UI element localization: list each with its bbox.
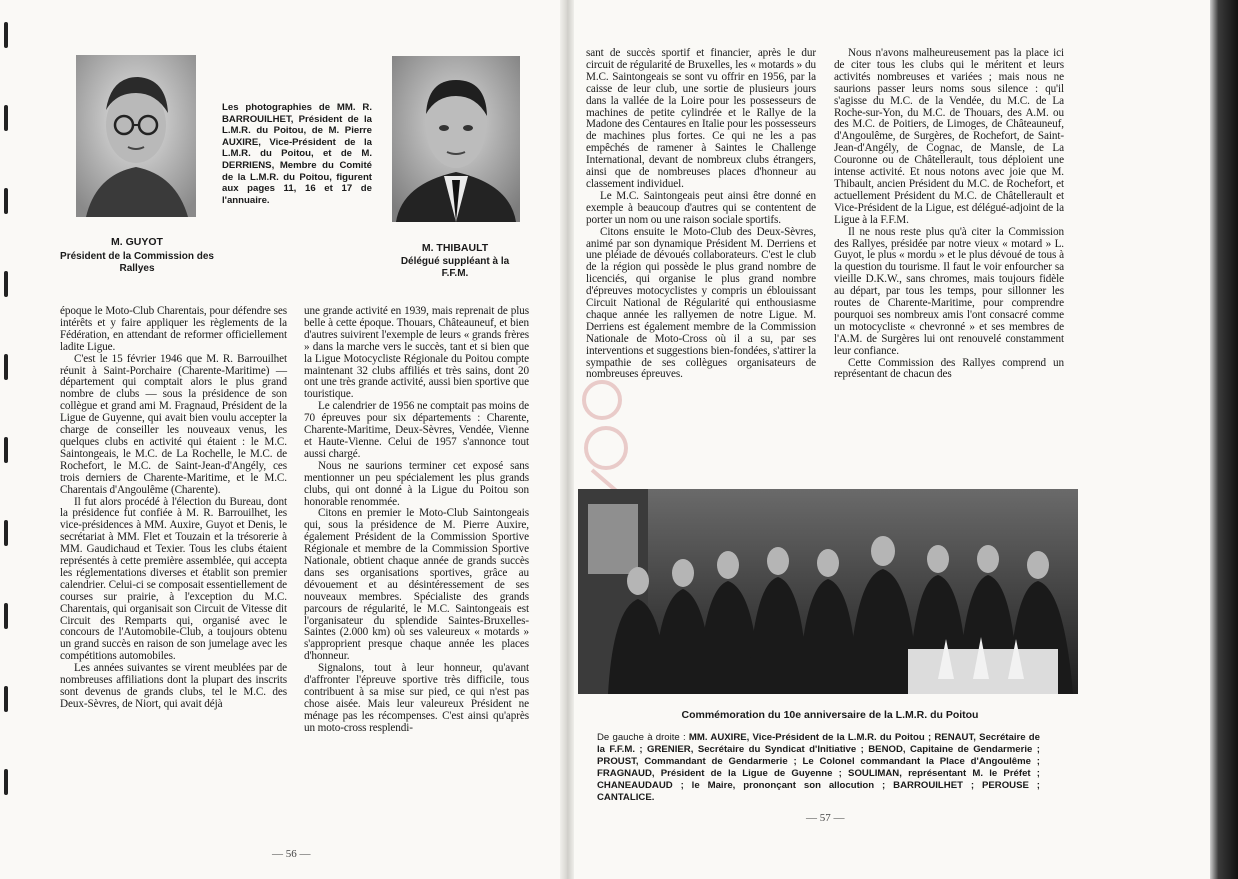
paragraph: Nous n'avons malheureusement pas la place ici de citer tous les clubs qui le méritent et leurs activités nombreuses et variées ; mais nous ne saurions passer leurs noms sous silence : qu'il s'agisse du M.C. de la Vendée, du M.C. de La Roche-sur-Yon, du M.C. de Thouars, des A.M. ou des M.C. de Poitiers, de Limoges, de Châteauneuf, d'Angoulême, de Surgères, de Rochefort, de Saint-Jean-d'Angély, de Cognac, de Mansle, de La Couronne ou de Châtellerault, tous déploient une intense activité. Et nous notons avec joie que M. Thibault, ancien Président du M.C. de Rochefort, et actuellement Président du M.C. de Châtellerault et Vice-Président de la Ligue, est délégué-adjoint de la Ligue à la F.F.M. bbox=[834, 47, 1064, 226]
group-photo-title: Commémoration du 10e anniversaire de la L.M.R. du Poitou bbox=[681, 709, 979, 721]
article-column-3 bbox=[586, 48, 816, 381]
library-stamp-mark bbox=[572, 370, 642, 500]
paragraph: une grande activité en 1939, mais reprenait de plus belle à cette époque. Thouars, Châteauneuf, et bien d'autres suivirent l'exemple de leurs « grands frères » dans la marche vers le succès, tant et si bien que la Ligue Motocycliste Régionale du Poitou compte maintenant 32 clubs affiliés et très sains, dont 20 ont une très grande activité, aussi bien sportive que touristique. bbox=[304, 305, 529, 401]
paragraph: époque le Moto-Club Charentais, pour défendre ses intérêts et y faire appliquer les règlements de la Fédération, en attendant de reformer officiellement ladite Ligue. bbox=[60, 305, 287, 353]
caption-lead: De gauche à droite : bbox=[597, 732, 686, 743]
scan-edge-shadow bbox=[1210, 0, 1238, 879]
binding-holes bbox=[4, 22, 18, 862]
article-column-4 bbox=[834, 48, 1064, 381]
article-column-1 bbox=[60, 306, 287, 711]
paragraph: Les années suivantes se virent meublées par de nombreuses affiliations dont la plupart des inscrits sont devenus de grands clubs, tel le M.C. des Deux-Sèvres, de Niort, qui avait déjà bbox=[60, 662, 287, 710]
portrait-thibault-photo bbox=[392, 56, 520, 222]
article-column-2 bbox=[304, 306, 529, 735]
group-photo-caption bbox=[597, 732, 1040, 804]
paragraph: Le M.C. Saintongeais peut ainsi être donné en exemple à beaucoup d'autres qui se contentent de porter un nom ou une raison sociale sportifs. bbox=[586, 189, 816, 226]
portrait-guyot-photo bbox=[76, 55, 196, 217]
paragraph: Nous ne saurions terminer cet exposé sans mentionner un peu spécialement les plus grands clubs, qui ont donné à la Ligue du Poitou son honorable renommée. bbox=[304, 459, 529, 508]
paragraph: Il ne nous reste plus qu'à citer la Commission des Rallyes, présidée par notre vieux « motard » L. Guyot, le plus « mordu » et le plus dévoué de tous à la question du tourisme. Il faut le voir enfourcher sa vieille D.K.W., sans chromes, mais toujours fidèle au départ, par tous les temps, pour sillonner les routes de Charente-Maritime, pour comprendre pourquoi ses nombreux amis l'ont consacré comme un motocycliste « chevronné » et ses membres de l'A.M. de Surgères lui ont renouvelé constamment leur confiance. bbox=[834, 225, 1064, 357]
paragraph: Citons en premier le Moto-Club Saintongeais qui, sous la présidence de M. Pierre Auxire, également Président de la Commission Sportive Régionale et membre de la Commission Sportive Nationale, obtient chaque année de grands succès dans ses organisations sportives, grâce au dévouement et au désintéressement de ses nouveaux membres. Spécialiste des grands parcours de régularité, le M.C. Saintongeais est l'organisateur du splendide Saintes-Bruxelles-Saintes (2.000 km) où ses valeureux « motards » s'approprient presque chaque année les places d'honneur. bbox=[304, 507, 529, 663]
paragraph: Le calendrier de 1956 ne comptait pas moins de 70 épreuves pour six départements : Charente, Charente-Maritime, Deux-Sèvres, Vendée, Vienne et Haute-Vienne. Celui de 1957 s'annonce tout aussi chargé. bbox=[304, 400, 529, 460]
photo-note: Les photographies de MM. R. BARROUILHET, Président de la L.M.R. du Poitou, de M. Pierre AUXIRE, Vice-Président de la L.M.R. du Poitou, et de M. DERRIENS, Membre du Comité de la L.M.R. du Poitou, figurent aux pages 11, 16 et 17 de l'annuaire. bbox=[222, 102, 372, 206]
paragraph: Signalons, tout à leur honneur, qu'avant d'affronter l'épreuve sportive très difficile, tous contribuent à sa mise sur pied, ce qui n'est pas chose aisée. Mais leur valeureux Président ne ménage pas les récompenses. C'est ainsi qu'après un moto-cross resplendi- bbox=[304, 662, 529, 734]
caption-body: MM. AUXIRE, Vice-Président de la L.M.R. du Poitou ; RENAUT, Secrétaire de la F.F.M. ; GRENIER, Secrétaire du Syndicat d'Initiative ; BENOD, Capitaine de Gendarmerie ; PROUST, Commandant de Gendarmerie ; Le Colonel commandant la Place d'Angoulême ; FRAGNAUD, Président de la Ligue de Guyenne ; SOULIMAN, représentant M. le Préfet ; CHANEAUDAUD ; le Maire, prononçant son allocution ; BARROUILHET ; PEROUSE ; CANTALICE. bbox=[597, 732, 1040, 803]
page-number-right: — 57 — bbox=[806, 812, 845, 824]
group-commemoration-photo bbox=[578, 489, 1078, 694]
portrait-guyot-role: Président de la Commission des Rallyes bbox=[60, 251, 214, 274]
page-number-left: — 56 — bbox=[272, 848, 311, 860]
portrait-thibault-name: M. THIBAULT bbox=[421, 242, 489, 254]
portrait-thibault-role: Délégué suppléant à la F.F.M. bbox=[400, 256, 510, 279]
paragraph: Citons ensuite le Moto-Club des Deux-Sèvres, animé par son dynamique Président M. Derriens et une pléiade de dévoués collaborateurs. C'est le club de la région qui possède le plus grand nombre de licenciés, qui organise le plus grand nombre d'épreuves motocyclistes y compris un éblouissant Circuit National de Régularité qui enthousiasme chaque année les rallyemen de notre Ligue. M. Derriens est également membre de la Commission Nationale de Moto-Cross où il a su, par ses interventions et suggestions bien-fondées, s'attirer la sympathie de ses collègues organisateurs de nombreuses épreuves. bbox=[586, 225, 816, 381]
paragraph: Cette Commission des Rallyes comprend un représentant de chacun des bbox=[834, 356, 1064, 381]
paragraph: Il fut alors procédé à l'élection du Bureau, dont la présidence fut confiée à M. R. Barrouilhet, les vice-présidences à MM. Auxire, Guyot et Denis, le secrétariat à MM. Flet et Touzain et la trésorerie à MM. Gaudichaud et Texier. Tous les clubs étaient représentés à cette première assemblée, qui accepta les réglementations diverses et établit son premier calendrier. Celui-ci se composait essentiellement de courses sur prairie, à l'exception du M.C. Charentais, qui organisait son Circuit de Vitesse dit Circuit des Remparts qui, organisé avec le concours de l'Automobile-Club, a toujours obtenu un grand succès en raison de son jumelage avec les compétitions automobiles. bbox=[60, 495, 287, 663]
paragraph: sant de succès sportif et financier, après le dur circuit de régularité de Bruxelles, les « motards » du M.C. Saintongeais se sont vu offrir en 1956, par la caisse de leur club, une sortie de plusieurs jours dans la vallée de la Loire pour les possesseurs de machines de petite cylindrée et le Rallye de la Madone des Centaures en Italie pour les possesseurs de machines plus fortes. Ce qui ne les a pas empêchés de ramener à Saintes le Challenge International, devant de nombreux clubs étrangers, ainsi que de nombreuses places d'honneur au classement individuel. bbox=[586, 47, 816, 190]
portrait-guyot-name: M. GUYOT bbox=[111, 236, 163, 248]
paragraph: C'est le 15 février 1946 que M. R. Barrouilhet réunit à Saint-Porchaire (Charente-Maritime) — département qui comptait alors le plus grand nombre de clubs — sous la présidence de son collègue et grand ami M. Fragnaud, Président de la Ligue de Guyenne, qui avait bien voulu accepter la charge de conseiller les nouveaux venus, les quelques clubs en activité qui étaient : le M.C. Saintongeais, le M.C. de La Rochelle, le M.C. de Rochefort, le M.C. de Saint-Jean-d'Angély, ces trois derniers de Charente-Maritime, et le M.C. Charentais d'Angoulême (Charente). bbox=[60, 352, 287, 496]
